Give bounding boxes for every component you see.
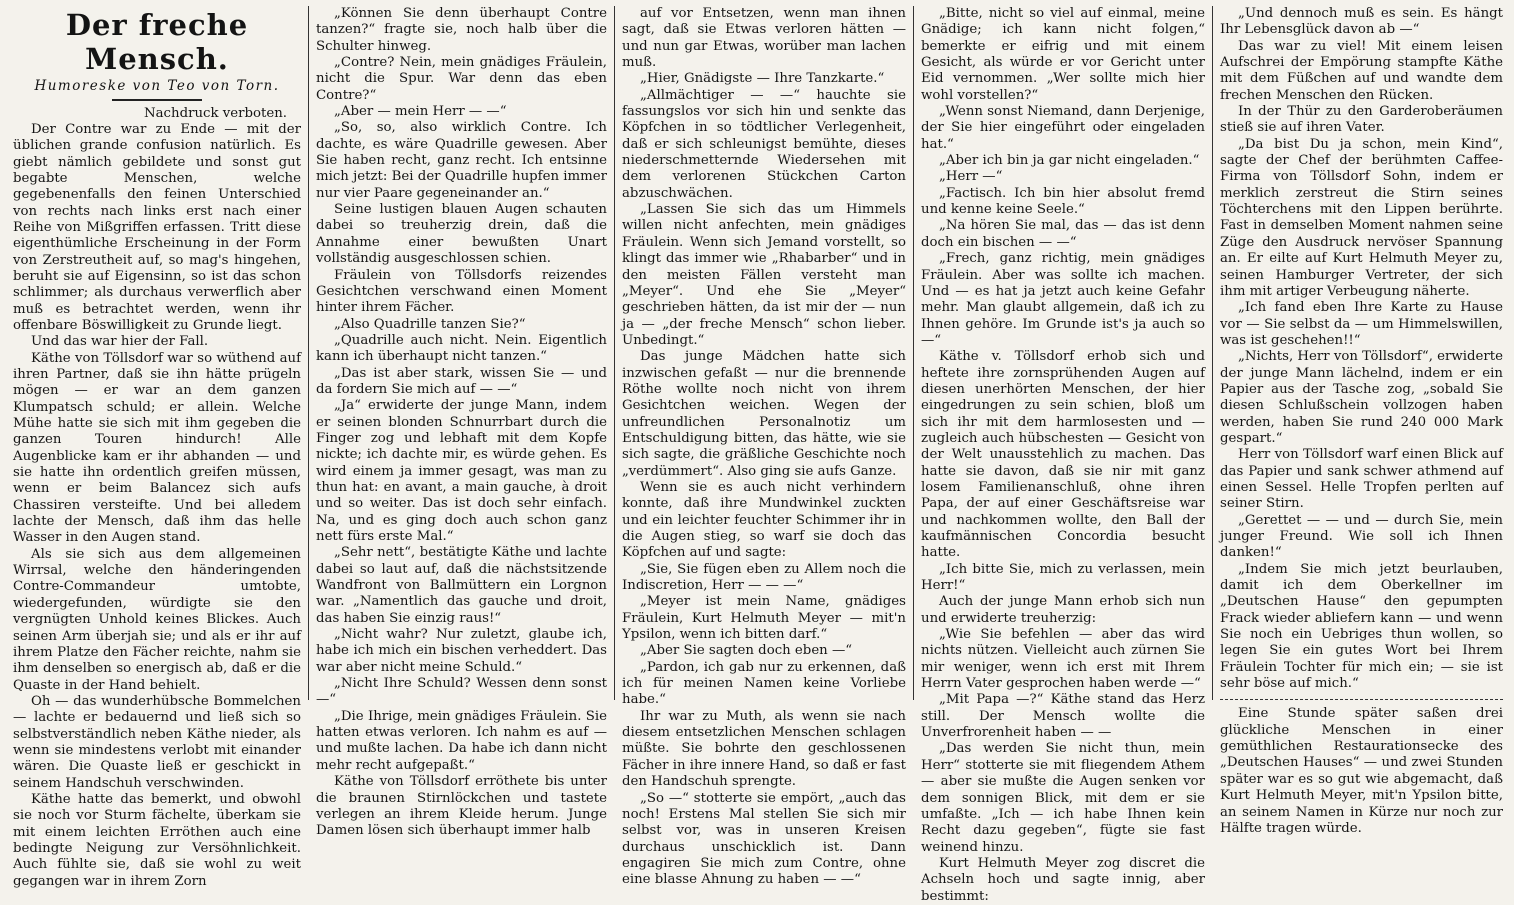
paragraph: Oh — das wunderhübsche Bommelchen — lachte er bedauernd und ließ sich so selbstverständlich neben Käthe nieder, als wenn sie mindestens verlobt mit einander wären. Die Quaste ließ er geschickt in seinem Handschuh verschwinden. (13, 693, 301, 791)
paragraph: „Ich bitte Sie, mich zu verlassen, mein Herr!“ (921, 561, 1205, 594)
paragraph: „Nicht Ihre Schuld? Wessen denn sonst —“ (316, 676, 607, 708)
article-column-2 (309, 6, 615, 839)
paragraph: „Factisch. Ich bin hier absolut fremd und kenne keine Seele.“ (921, 185, 1205, 218)
paragraph: „Pardon, ich gab nur zu erkennen, daß ich für meinen Namen keine Vorliebe habe.“ (622, 659, 906, 708)
paragraph: Das junge Mädchen hatte sich inzwischen gefaßt — nur die brennende Röthe wollte noch nicht von ihrem Gesichtchen weichen. Wegen der unfreundlichen Personalnotiz um Entschuldigung bitten, das hätte, wie sie sich sagte, die gräßliche Geschichte noch „verdümmert“. Also ging sie aufs Ganze. (622, 349, 906, 479)
paragraph: Käthe v. Töllsdorf erhob sich und heftete ihre zornsprühenden Augen auf diesen unerhörten Menschen, der hier eingedrungen zu sein schien, bloß um sich ihr mit dem harmlosesten und — zugleich auch hübschesten — Gesicht von der Welt unausstehlich zu machen. Das hatte sie davon, daß sie nir mit ganz losem Familienanschluß, ohne ihren Papa, der auf einer Geschäftsreise war und nachkommen wollte, den Ball der kaufmännischen Concordia besucht hatte. (921, 349, 1205, 561)
article-subtitle: Humoreske von Teo von Torn. (34, 78, 280, 94)
paragraph: Käthe von Töllsdorf erröthete bis unter die braunen Stirnlöckchen und tastete verlegen an ihrem Kleide herum. Junge Damen lösen sich überhaupt immer halb (316, 774, 607, 839)
paragraph: „Nicht wahr? Nur zuletzt, glaube ich, habe ich mich ein bischen verheddert. Das war aber nicht meine Schuld.“ (316, 627, 607, 675)
paragraph: Auch der junge Mann erhob sich nun und erwiderte treuherzig: (921, 594, 1205, 626)
paragraph: Und das war hier der Fall. (31, 334, 209, 350)
paragraph: Seine lustigen blauen Augen schauten dabei so treuherzig drein, daß die Annahme einer bewußten Unart vollständig ausgeschlossen schien. (316, 202, 607, 267)
paragraph: „Also Quadrille tanzen Sie?“ (334, 316, 526, 332)
paragraph: „Lassen Sie sich das um Himmels willen nicht anfechten, mein gnädiges Fräulein. Wenn sich Jemand vorstellt, so klingt das immer wie „Rhabarber“ und in den meisten Fällen versteht man „Meyer“. Und ehe Sie „Meyer“ geschrieben hätten, da ist mir der — nun ja — „der freche Mensch“ schon lieber. Unbedingt.“ (622, 202, 906, 348)
paragraph: Käthe von Töllsdorf war so wüthend auf ihren Partner, daß sie ihn hätte prügeln mögen — er war an dem ganzen Klumpatsch schuld; er allein. Welche Mühe hatte sie sich mit ihm gegeben die ganzen Touren hindurch! Alle Augenblicke kam er ihr abhanden — und sie hatte ihn ordentlich greifen müssen, wenn er beim Balancez sich aufs Chassiren versteifte. Und bei alledem lachte der Mensch, daß ihm das helle Wasser in den Augen stand. (13, 350, 301, 546)
paragraph: Das war zu viel! Mit einem leisen Aufschrei der Empörung stampfte Käthe mit dem Füßchen auf und wandte dem frechen Menschen den Rücken. (1220, 38, 1503, 103)
paragraph: Ihr war zu Muth, als wenn sie nach diesem entsetzlichen Menschen schlagen müßte. Sie bohrte den geschlossenen Fächer in ihre innere Hand, so daß er fast den Handschuh sprengte. (622, 708, 906, 790)
article-column-3 (615, 6, 914, 888)
paragraph: „Meyer ist mein Name, gnädiges Fräulein, Kurt Helmuth Meyer — mit'n Ypsilon, wenn ich bitten darf.“ (622, 594, 906, 643)
paragraph: Herr von Töllsdorf warf einen Blick auf das Papier und sank schwer athmend auf einen Sessel. Helle Tropfen perlten auf seiner Stirn. (1220, 447, 1503, 512)
paragraph: „Wenn sonst Niemand, dann Derjenige, der Sie hier eingeführt oder eingeladen hat.“ (921, 104, 1205, 152)
paragraph: „So —“ stotterte sie empört, „auch das noch! Erstens Mal stellen Sie sich mir selbst vor, was in unseren Kreisen durchaus unschicklich ist. Dann engagiren Sie mich zum Contre, ohne eine blasse Ahnung zu haben — —“ (622, 790, 906, 888)
paragraph: „Aber ich bin ja gar nicht eingeladen.“ (939, 153, 1200, 169)
paragraph: Der Contre war zu Ende — mit der üblichen grande confusion natürlich. Es giebt nämlich gebildete und sonst gut begabte Menschen, welche gegebenenfalls den feinen Unterschied von rechts nach links erst nach einer Reihe von Mißgriffen erfassen. Tritt diese eigenthümliche Erscheinung in der Form von Zerstreutheit auf, so mag's hingehen, beruht sie auf Eigensinn, so ist das schon schlimmer; als durchaus verwerflich aber muß es betrachtet werden, wenn ihr offenbare Böswilligkeit zu Grunde liegt. (13, 121, 301, 333)
paragraph: Fräulein von Töllsdorfs reizendes Gesichtchen verschwand einen Moment hinter ihrem Fächer. (316, 267, 607, 316)
paragraph: „Mit Papa —?“ Käthe stand das Herz still. Der Mensch wollte die Unverfrorenheit haben — — (921, 692, 1205, 741)
paragraph: Kurt Helmuth Meyer zog discret die Achseln hoch und sagte innig, aber bestimmt: (921, 855, 1205, 904)
paragraph: „Da bist Du ja schon, mein Kind“, sagte der Chef der berühmten Caffee-Firma von Töllsdorf Sohn, indem er merklich zerstreut die Stirn seines Töchterchens mit den Lippen berührte. Fast in demselben Moment nahmen seine Züge den Ausdruck nervöser Spannung an. Er eilte auf Kurt Helmuth Meyer zu, seinen Hamburger Vertreter, der sich ihm mit artiger Verbeugung näherte. (1220, 136, 1503, 299)
paragraph: „Contre? Nein, mein gnädiges Fräulein, nicht die Spur. War denn das eben Contre?“ (316, 55, 607, 103)
paragraph: „Quadrille auch nicht. Nein. Eigentlich kann ich überhaupt nicht tanzen.“ (316, 332, 607, 365)
paragraph: „Ich fand eben Ihre Karte zu Hause vor — Sie selbst da — um Himmelswillen, was ist geschehen!!“ (1220, 300, 1503, 348)
column-text (1220, 6, 1503, 837)
paragraph: Eine Stunde später saßen drei glückliche Menschen in einer gemüthlichen Restaurationsecke des „Deutschen Hauses“ — und zwei Stunden später war es so gut wie abgemacht, daß Kurt Helmuth Meyer, mit'n Ypsilon bitte, an seinem Namen in Kürze nur noch zur Hälfte tragen würde. (1220, 706, 1503, 836)
article-column-5 (1213, 6, 1510, 836)
paragraph: „Indem Sie mich jetzt beurlauben, damit ich dem Oberkellner im „Deutschen Hause“ den gepumpten Frack wieder abliefern kann — und wenn Sie noch ein Uebriges thun wollen, so legen Sie ein gutes Wort bei Ihrem Fräulein Tochter für mich ein; — sie ist sehr böse auf mich.“ (1220, 561, 1503, 692)
column-text (921, 6, 1205, 905)
paragraph: „Ja“ erwiderte der junge Mann, indem er seinen blonden Schnurrbart durch die Finger zog und lebhaft mit dem Kopfe nickte; ich dachte mir, es würde gehen. Es wird einem ja immer gesagt, was man zu thun hat: en avant, a main gauche, à droit und so weiter. Das ist doch sehr einfach. Na, und es ging doch auch schon ganz nett fürs erste Mal.“ (316, 398, 607, 544)
paragraph: auf vor Entsetzen, wenn man ihnen sagt, daß sie Etwas verloren hätten — und nun gar Etwas, worüber man lachen muß. (622, 6, 906, 71)
article-column-4 (914, 6, 1213, 904)
column-text (622, 6, 906, 889)
paragraph: „Herr —“ (939, 169, 1003, 185)
paragraph: „Die Ihrige, mein gnädiges Fräulein. Sie hatten etwas verloren. Ich nahm es auf — und mußte lachen. Da habe ich dann nicht mehr recht aufgepaßt.“ (316, 708, 607, 773)
paragraph: „Sehr nett“, bestätigte Käthe und lachte dabei so laut auf, daß die nächstsitzende Wandfront von Ballmüttern ein Lorgnon war. „Namentlich das gauche und droit, das haben Sie einzig raus!“ (316, 545, 607, 626)
paragraph: „So, so, also wirklich Contre. Ich dachte, es wäre Quadrille gewesen. Aber Sie haben recht, ganz recht. Ich entsinne mich jetzt: Bei der Quadrille hupfen immer nur vier Paare gegeneinander an.“ (316, 120, 607, 201)
paragraph: „Allmächtiger — —“ hauchte sie fassungslos vor sich hin und senkte das Köpfchen in so tödtlicher Verlegenheit, daß er sich schleunigst bemühte, dieses niederschmetternde Wiedersehen mit dem verlorenen Stückchen Carton abzuschwächen. (622, 87, 906, 201)
paragraph: „Na hören Sie mal, das — das ist denn doch ein bischen — —“ (921, 218, 1205, 250)
paragraph: „Bitte, nicht so viel auf einmal, meine Gnädige; ich kann nicht folgen,“ bemerkte er eifrig und mit einem Gesicht, als würde er vor Gericht unter Eid vernommen. „Wer sollte mich hier wohl vorstellen?“ (921, 6, 1205, 103)
paragraph: In der Thür zu den Garderoberäumen stieß sie auf ihren Vater. (1220, 104, 1503, 136)
paragraph: „Und dennoch muß es sein. Es hängt Ihr Lebensglück davon ab —“ (1220, 6, 1503, 38)
paragraph: „Das werden Sie nicht thun, mein Herr“ stotterte sie mit fliegendem Athem — aber sie mußte die Augen senken vor dem sonnigen Blick, mit dem er sie umfaßte. „Ich — ich habe Ihnen kein Recht dazu gegeben“, fügte sie fast weinend hinzu. (921, 741, 1205, 855)
paragraph: „Nichts, Herr von Töllsdorf“, erwiderte der junge Mann lächelnd, indem er ein Papier aus der Tasche zog, „sobald Sie diesen Schlußschein vollzogen haben werden, haben Sie rund 240 000 Mark gespart.“ (1220, 349, 1503, 446)
paragraph: „Aber — mein Herr — —“ (334, 104, 507, 120)
article-title: Der freche Mensch. (65, 8, 249, 76)
column-text (316, 6, 607, 840)
paragraph: Wenn sie es auch nicht verhindern konnte, daß ihre Mundwinkel zuckten und ein leichter feuchter Schimmer ihr in die Augen stieg, so warf sie doch das Köpfchen auf und sagte: (622, 479, 906, 561)
paragraph: „Hier, Gnädigste — Ihre Tanzkarte.“ (640, 71, 885, 87)
paragraph: Käthe hatte das bemerkt, und obwohl sie noch vor Sturm fächelte, überkam sie mit einem leichten Erröthen auch eine bedingte Neigung zur Versöhnlichkeit. Auch fühlte sie, daß sie wohl zu weit gegangen war in ihrem Zorn (13, 791, 301, 889)
paragraph: „Sie, Sie fügen eben zu Allem noch die Indiscretion, Herr — — —“ (622, 561, 906, 594)
paragraph: „Das ist aber stark, wissen Sie — und da fordern Sie mich auf — —“ (316, 365, 607, 397)
reprint-notice: Nachdruck verboten. (144, 105, 287, 121)
paragraph: Als sie sich aus dem allgemeinen Wirrsal, welche den händeringenden Contre-Commandeur umtobte, wiedergefunden, würdigte sie den vergnügten Unhold keines Blickes. Auch seinen Arm überjah sie; und als er ihr auf ihrem Platze den Fächer reichte, nahm sie ihm denselben so energisch ab, daß er die Quaste in der Hand behielt. (13, 546, 301, 693)
title-divider (112, 99, 202, 101)
paragraph: „Aber Sie sagten doch eben —“ (640, 643, 853, 659)
column-text (13, 122, 301, 890)
end-separator (1220, 699, 1503, 700)
paragraph: „Können Sie denn überhaupt Contre tanzen?“ fragte sie, noch halb über die Schulter hinweg. (316, 6, 607, 54)
paragraph: „Wie Sie befehlen — aber das wird nichts nützen. Vielleicht auch zürnen Sie mir weniger, wenn ich erst mit Ihrem Herrn Vater gesprochen haben werde —“ (921, 627, 1205, 692)
article-column-1 (6, 6, 309, 889)
paragraph: „Frech, ganz richtig, mein gnädiges Fräulein. Aber was sollte ich machen. Und — es hat ja jetzt auch keine Gefahr mehr. Man glaubt allgemein, daß ich zu Ihnen gehöre. Im Grunde ist's ja auch so —“ (921, 251, 1205, 348)
paragraph: „Gerettet — — und — durch Sie, mein junger Freund. Wie soll ich Ihnen danken!“ (1220, 512, 1503, 561)
